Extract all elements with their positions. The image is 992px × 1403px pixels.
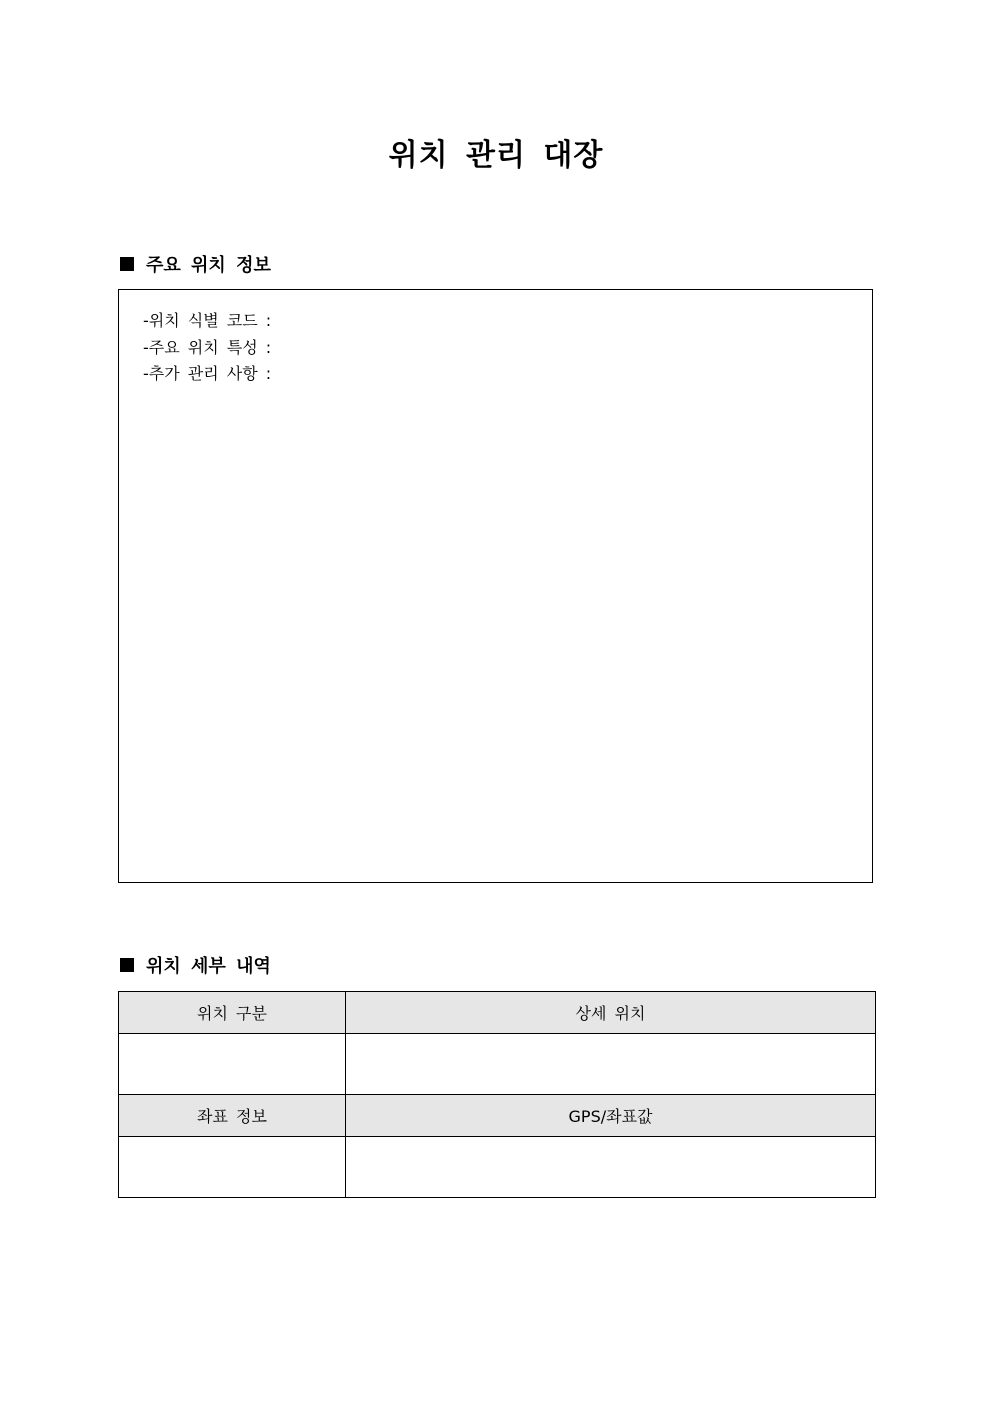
square-bullet-icon [120, 958, 134, 972]
page-title: 위치 관리 대장 [388, 138, 604, 173]
info-line-feature: -주요 위치 특성 : [143, 337, 272, 357]
value-cell-detailed-location[interactable] [346, 1034, 876, 1095]
value-cell-coordinate-info[interactable] [119, 1137, 346, 1198]
header-cell-detailed-location: 상세 위치 [346, 992, 876, 1034]
info-line-code: -위치 식별 코드 : [143, 311, 272, 330]
table-value-row [119, 1034, 876, 1095]
table-header-row [119, 1095, 876, 1137]
section-heading-details [118, 952, 271, 978]
header-cell-coordinate-info: 좌표 정보 [119, 1095, 346, 1137]
section-heading-main-info [118, 251, 271, 277]
location-detail-table [118, 991, 876, 1198]
info-line-notes: -추가 관리 사항 : [143, 364, 272, 383]
value-cell-location-type[interactable] [119, 1034, 346, 1095]
main-info-box [118, 289, 873, 883]
square-bullet-icon [120, 257, 134, 271]
value-cell-gps-coordinates[interactable] [346, 1137, 876, 1198]
table-value-row [119, 1137, 876, 1198]
header-cell-location-type: 위치 구분 [119, 992, 346, 1034]
table-header-row [119, 992, 876, 1034]
section-heading-label: 주요 위치 정보 [146, 255, 271, 276]
header-cell-gps-coordinates: GPS/좌표값 [346, 1095, 876, 1137]
section-heading-label: 위치 세부 내역 [146, 956, 271, 977]
